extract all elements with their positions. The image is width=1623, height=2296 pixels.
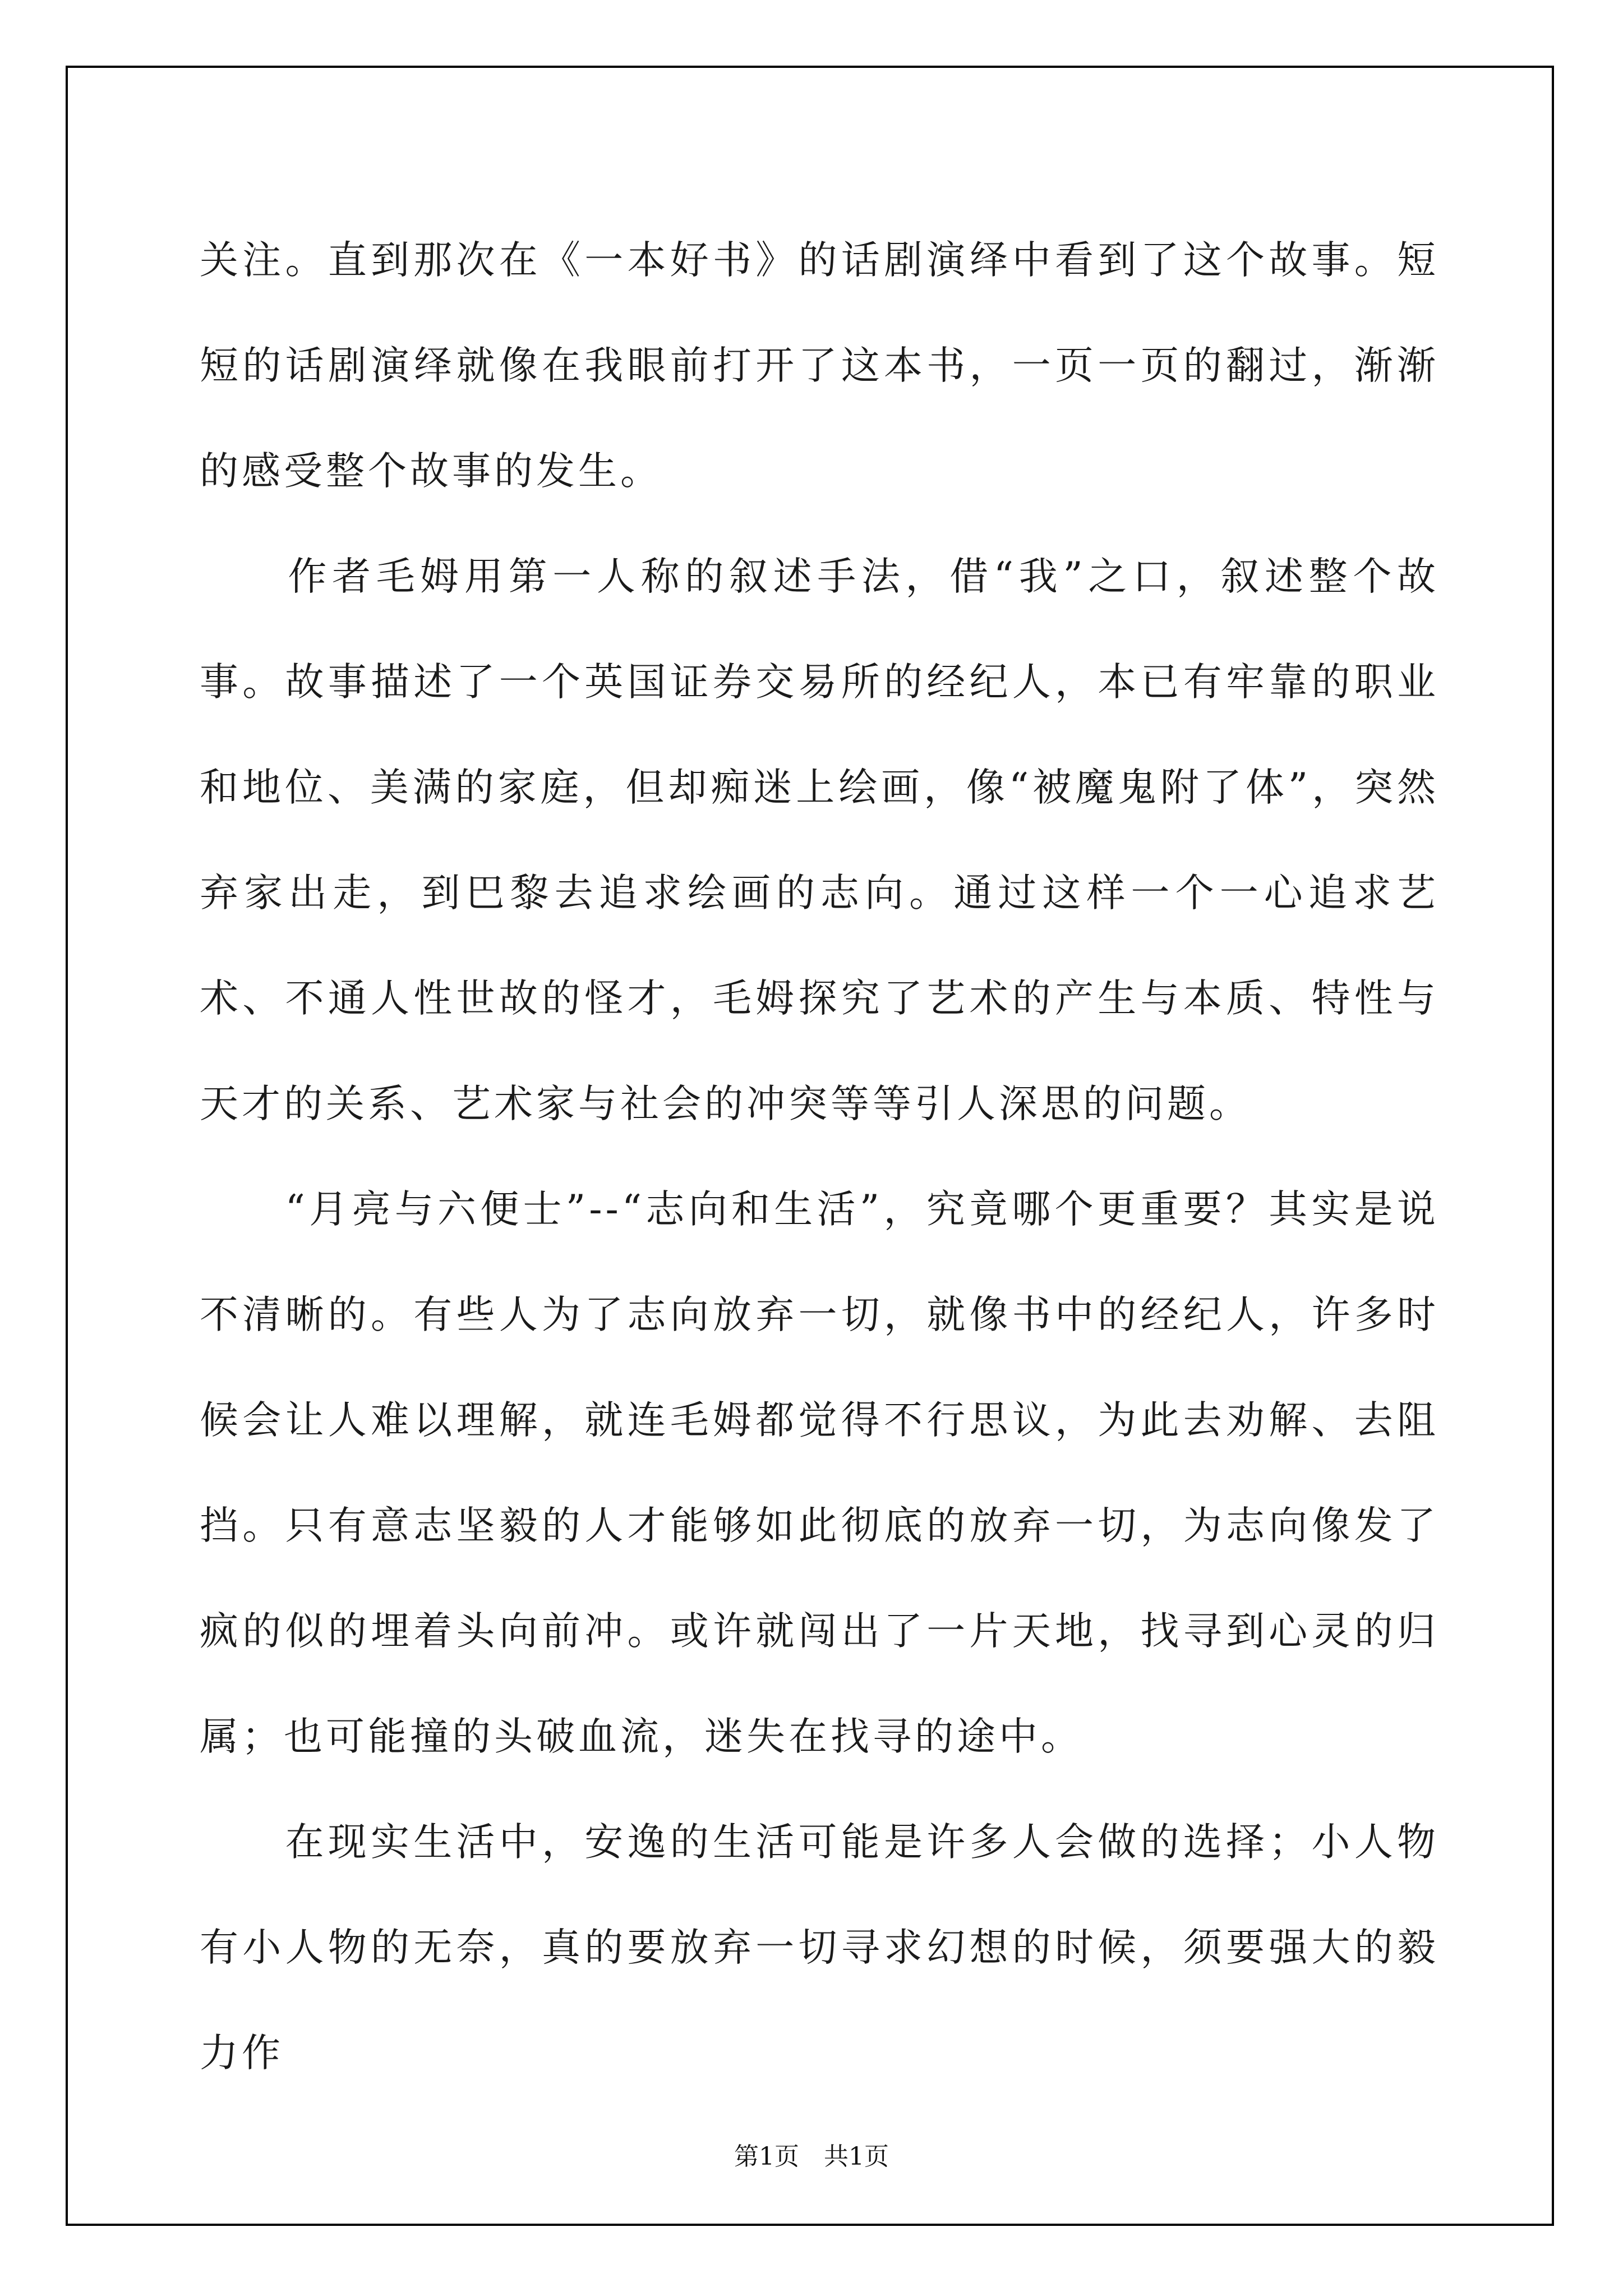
paragraph-4: 在现实生活中，安逸的生活可能是许多人会做的选择；小人物有小人物的无奈，真的要放弃一切寻求幻想的时候，须要强大的毅力作: [200, 1820, 1439, 2076]
page-footer: 第1页 共1页: [734, 2142, 889, 2171]
document-body: [200, 208, 1439, 2106]
paragraph-2: 作者毛姆用第一人称的叙述手法，借“我”之口，叙述整个故事。故事描述了一个英国证券交易所的经纪人，本已有牢靠的职业和地位、美满的家庭，但却痴迷上绘画，像“被魔鬼附了体”，突然弃家出走，到巴黎去追求绘画的志向。通过这样一个一心追求艺术、不通人性世故的怪才，毛姆探究了艺术的产生与本质、特性与天才的关系、艺术家与社会的冲突等等引人深思的问题。: [200, 554, 1439, 1126]
paragraph-1: 关注。直到那次在《一本好书》的话剧演绎中看到了这个故事。短短的话剧演绎就像在我眼前打开了这本书，一页一页的翻过，渐渐的感受整个故事的发生。: [200, 238, 1439, 494]
paragraph-3: “月亮与六便士”--“志向和生活”，究竟哪个更重要？其实是说不清晰的。有些人为了志向放弃一切，就像书中的经纪人，许多时候会让人难以理解，就连毛姆都觉得不行思议，为此去劝解、去阻挡。只有意志坚毅的人才能够如此彻底的放弃一切，为志向像发了疯的似的埋着头向前冲。或许就闯出了一片天地，找寻到心灵的归属；也可能撞的头破血流，迷失在找寻的途中。: [200, 1187, 1439, 1759]
